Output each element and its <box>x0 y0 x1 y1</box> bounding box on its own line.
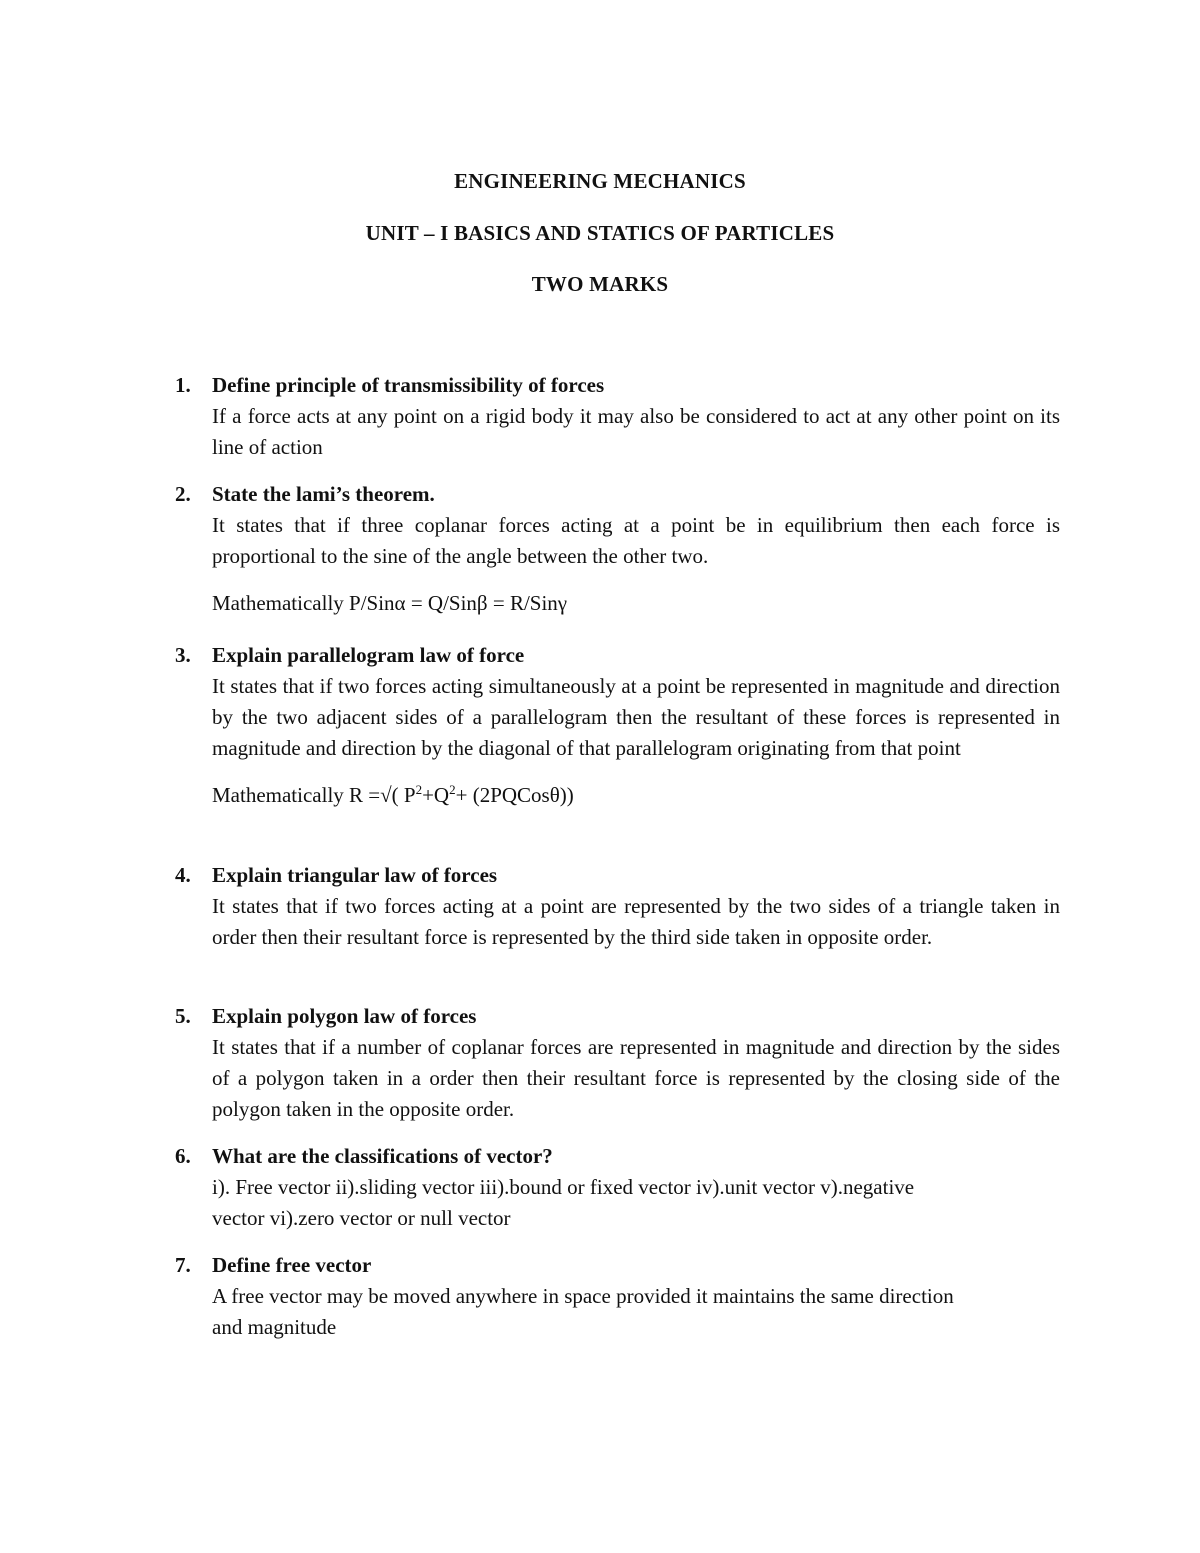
question-5 <box>175 1001 1060 1125</box>
formula-exponent: 2 <box>415 782 423 797</box>
question-answer: It states that if three coplanar forces acting at a point be in equilibrium then each force is proportional to the sine of the angle between the other two. <box>212 513 1060 568</box>
question-7 <box>175 1250 1060 1343</box>
question-number: 2. <box>175 482 191 506</box>
formula-part: Mathematically R =√( P <box>212 783 416 807</box>
formula-part: + (2PQCosθ)) <box>455 783 574 807</box>
question-answer-line: A free vector may be moved anywhere in space provided it maintains the same direction <box>212 1284 954 1308</box>
question-number: 7. <box>175 1253 191 1277</box>
question-4 <box>175 860 1060 953</box>
document-title: ENGINEERING MECHANICS <box>454 169 746 193</box>
question-number: 5. <box>175 1004 191 1028</box>
question-title: Define free vector <box>212 1253 372 1277</box>
question-1 <box>175 370 1060 463</box>
section-heading: TWO MARKS <box>531 272 669 296</box>
question-title: State the lami’s theorem. <box>212 482 435 506</box>
question-title: Define principle of transmissibility of forces <box>212 373 605 397</box>
question-answer-line: i). Free vector ii).sliding vector iii).bound or fixed vector iv).unit vector v).negative <box>212 1175 915 1199</box>
question-3 <box>175 640 1060 811</box>
question-answer: If a force acts at any point on a rigid body it may also be considered to act at any other point on its line of action <box>212 404 1060 459</box>
question-number: 4. <box>175 863 191 887</box>
question-title: Explain triangular law of forces <box>212 863 498 887</box>
parallelogram-formula <box>212 780 1060 811</box>
formula-part: +Q <box>422 783 450 807</box>
question-2 <box>175 479 1060 619</box>
question-answer: It states that if two forces acting at a point are represented by the two sides of a triangle taken in order then their resultant force is represented by the third side taken in opposite order. <box>212 894 1060 949</box>
question-6 <box>175 1141 1060 1234</box>
question-title: Explain parallelogram law of force <box>212 643 525 667</box>
formula-exponent: 2 <box>449 782 456 797</box>
question-number: 3. <box>175 643 191 667</box>
question-answer-line: vector vi).zero vector or null vector <box>212 1206 511 1230</box>
question-answer: It states that if two forces acting simultaneously at a point be represented in magnitude and direction by the two adjacent sides of a parallelogram then the resultant of these forces is represented in magnitude and direction by the diagonal of that parallelogram originating from that point <box>212 674 1060 760</box>
question-title: Explain polygon law of forces <box>212 1004 477 1028</box>
lami-formula: Mathematically P/Sinα = Q/Sinβ = R/Sinγ <box>212 591 568 615</box>
question-title: What are the classifications of vector? <box>212 1144 553 1168</box>
question-answer-line: and magnitude <box>212 1315 337 1339</box>
question-answer: It states that if a number of coplanar forces are represented in magnitude and direction by the sides of a polygon taken in a order then their resultant force is represented by the closing side of the polygon taken in the opposite order. <box>212 1035 1060 1121</box>
unit-heading: UNIT – I BASICS AND STATICS OF PARTICLES <box>365 221 835 245</box>
question-number: 6. <box>175 1144 191 1168</box>
question-number: 1. <box>175 373 191 397</box>
